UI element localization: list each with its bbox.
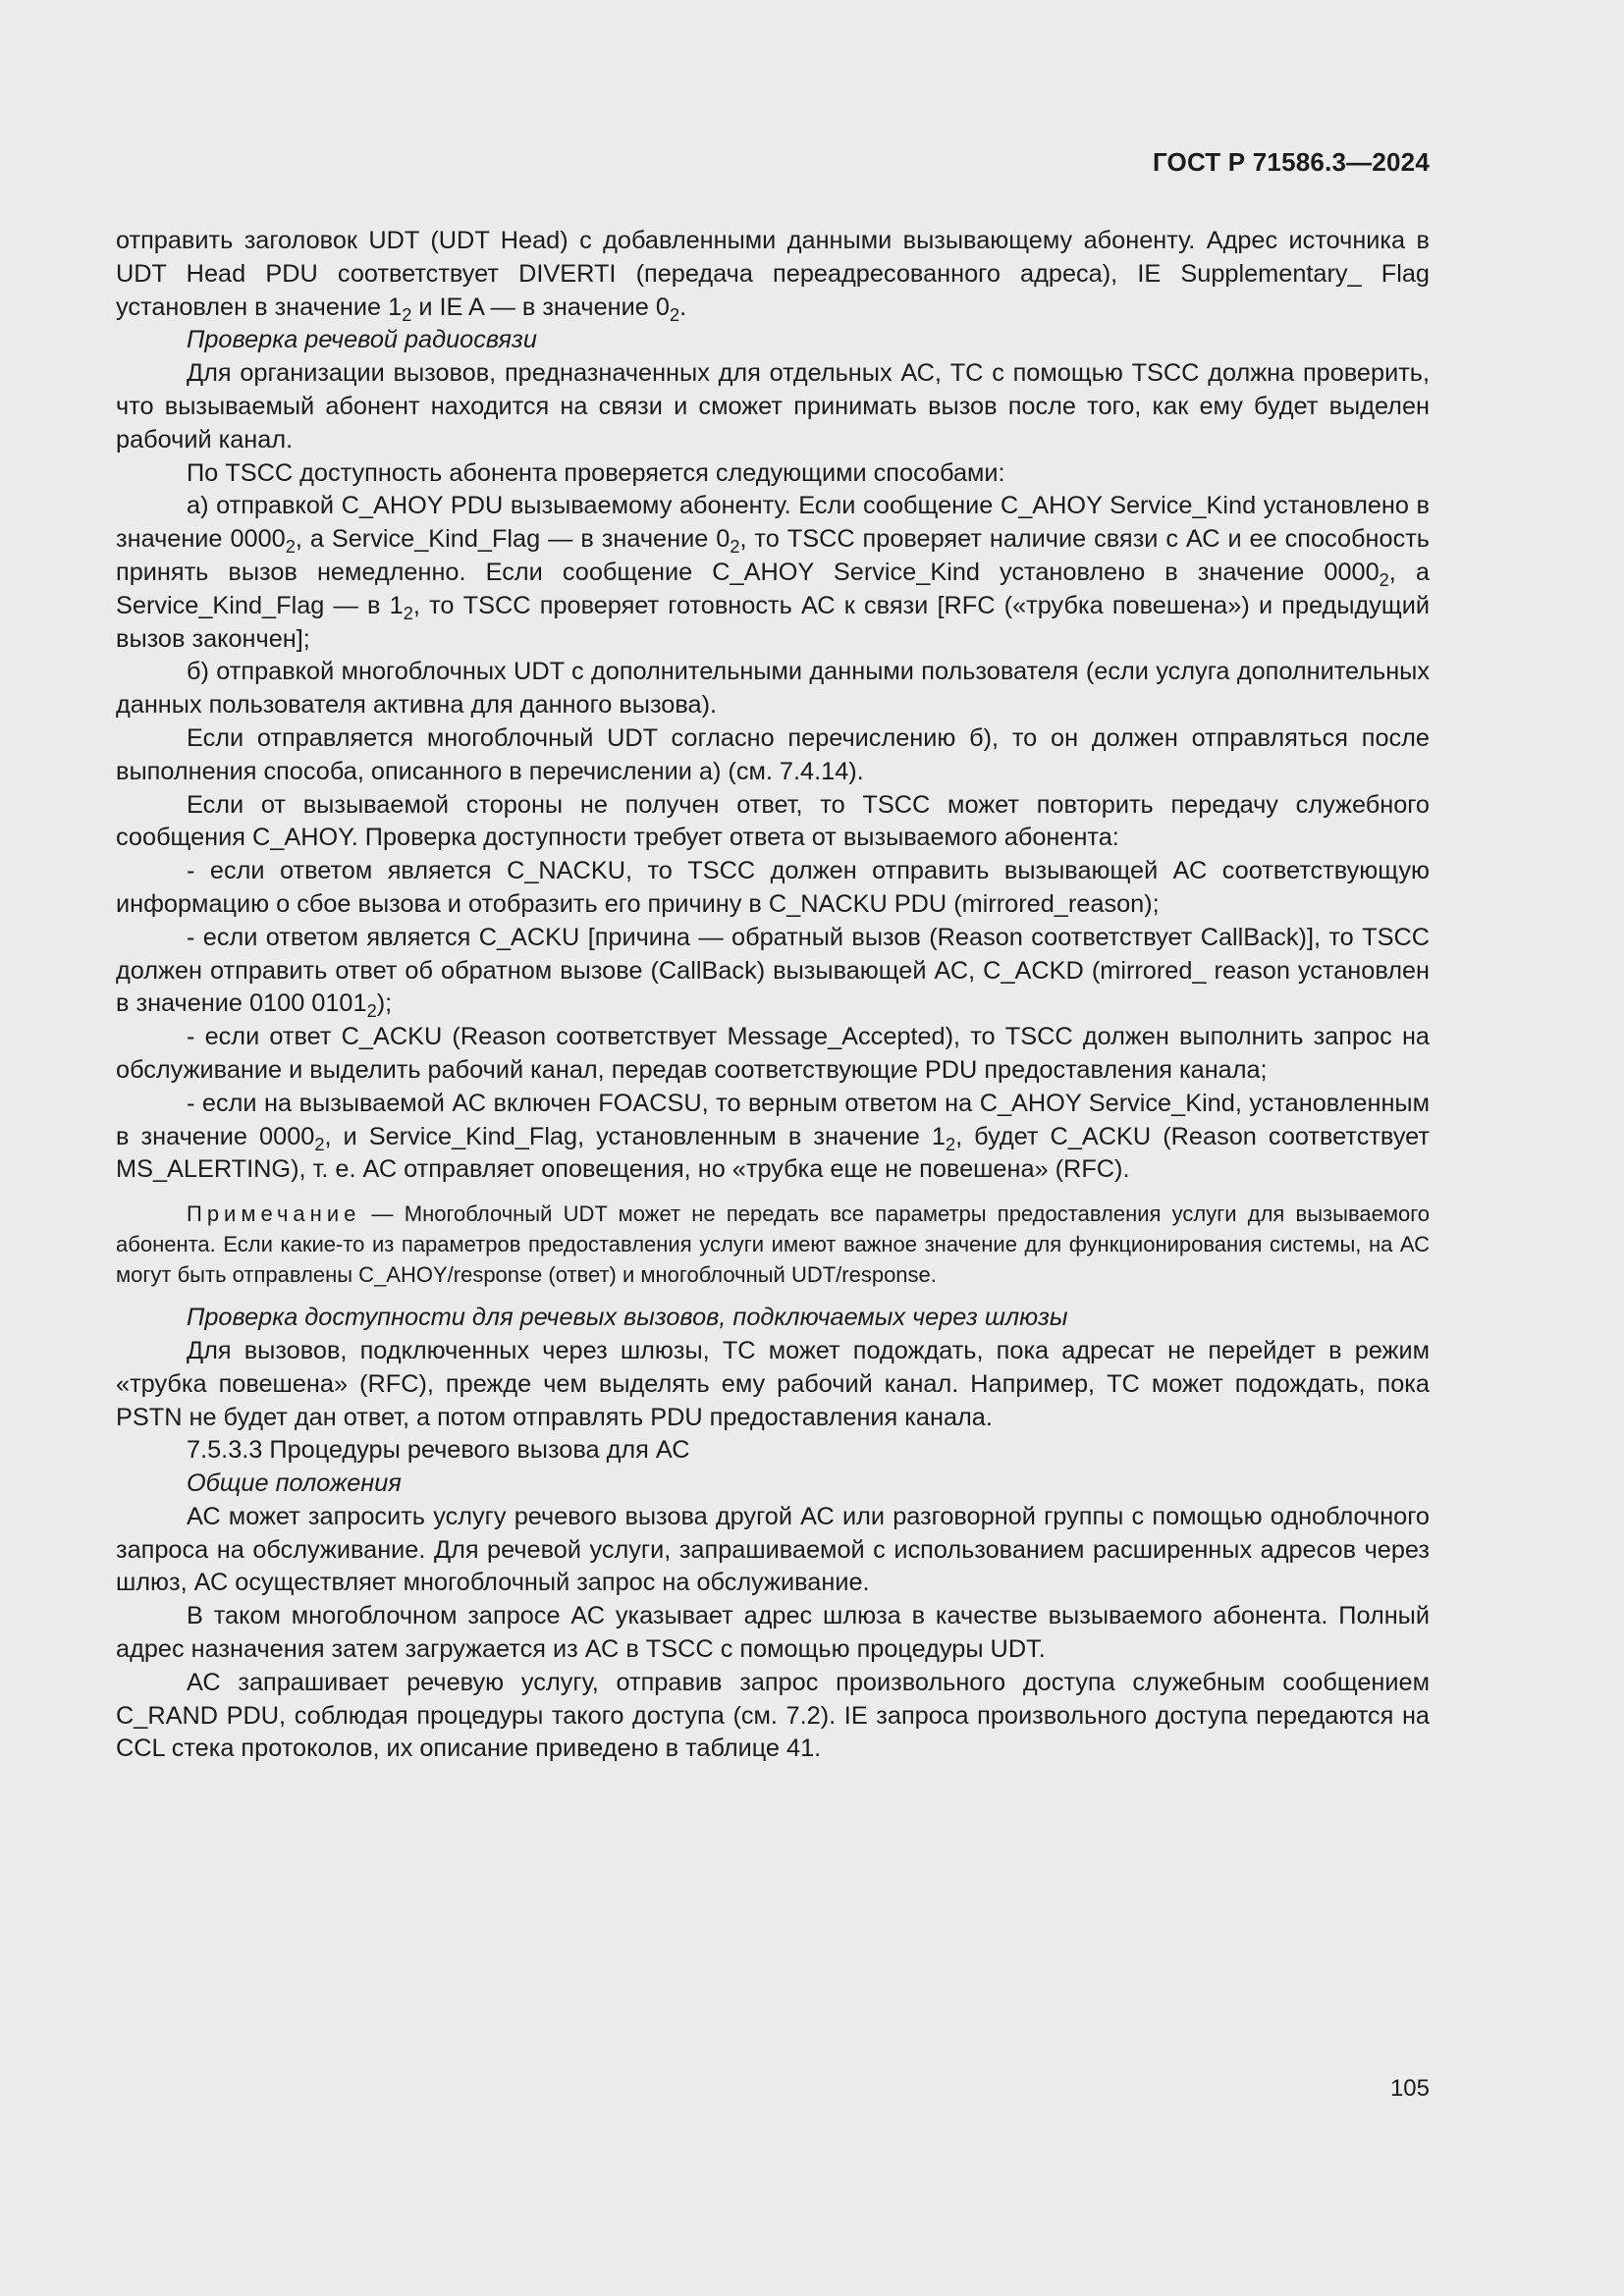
subheading-gateway-check: Проверка доступности для речевых вызовов, подключаемых через шлюзы [187,1304,1068,1332]
list-item-b: б) отправкой многоблочных UDT с дополнительными данными пользователя (если услуга дополнительных данных пользователя активна для данного вызова). [116,658,1430,720]
paragraph: АС запрашивает речевую услугу, отправив запрос произвольного доступа служебным сообщением C_RAND PDU, соблюдая процедуры такого доступа (см. 7.2). IE запроса произвольного доступа передаются на CCL стека протоколов, их описание приведено в таблице 41. [116,1668,1430,1763]
subheading-radio-check: Проверка речевой радиосвязи [187,326,537,354]
paragraph: Для организации вызовов, предназначенных для отдельных АС, ТС с помощью TSCC должна проверить, что вызываемый абонент находится на связи и сможет принимать вызов после того, как ему будет выделен рабочий канал. [116,359,1430,454]
list-item-a: а) отправкой C_AHOY PDU вызываемому абоненту. Если сообщение C_AHOY Service_Kind установлено в значение $0000_2$, а Service_Kind_Flag — в значение $0_2$, то TSCC проверяет наличие связи с АС и ее способность принять вызов немедленно. Если сообщение C_AHOY Service_Kind установлено в значение $0000_2$, а Service_Kind_Flag — в $1_2$, то TSCC проверяет готовность АС к связи [RFC («трубка повешена») и предыдущий вызов закончен]; [116,492,1430,653]
dash-item: - если ответ C_ACKU (Reason соответствует Message_Accepted), то TSCC должен выполнить запрос на обслуживание и выделить рабочий канал, передав соответствующие PDU предоставления канала; [116,1023,1430,1084]
dash-item: - если ответом является C_ACKU [причина — обратный вызов (Reason соответствует CallBack)], то TSCC должен отправить ответ об обратном вызове (CallBack) вызывающей АС, C_ACKD (mirrored_ reason установлен в значение 0100 $0101_2$); [116,923,1430,1022]
dash-item: - если на вызываемой АС включен FOACSU, то верным ответом на C_AHOY Service_Kind, установленным в значение $0000_2$, и Service_Kind_Flag, установленным в значение $1_2$, будет C_ACKU (Reason соответствует MS_ALERTING), т. е. АС отправляет оповещения, но «трубка еще не повешена» (RFC). [116,1089,1430,1184]
section-heading: 7.5.3.3 Процедуры речевого вызова для АС [187,1436,690,1465]
paragraph: Для вызовов, подключенных через шлюзы, ТС может подождать, пока адресат не перейдет в режим «трубка повешена» (RFC), прежде чем выделять ему рабочий канал. Например, ТС может подождать, пока PSTN не будет дан ответ, а потом отправлять PDU предоставления канала. [116,1336,1430,1431]
note-text: — Многоблочный UDT может не передать все параметры предоставления услуги для вызываемого абонента. Если какие-то из параметров предоставления услуги имеют важное значение для функционирования системы, на АС могут быть отправлены C_AHOY/response (ответ) и многоблочный UDT/response. [116,1201,1430,1288]
paragraph: отправить заголовок UDT (UDT Head) с добавленными данными вызывающему абоненту. Адрес источника в UDT Head PDU соответствует DIVERTI (передача переадресованного адреса), IE Supplementary_ Flag установлен в значение $1_2$ и IE A — в значение $0_2$. [116,227,1430,325]
subheading-general: Общие положения [187,1469,402,1498]
page-number: 105 [1389,2075,1430,2102]
paragraph: АС может запросить услугу речевого вызова другой АС или разговорной группы с помощью одноблочного запроса на обслуживание. Для речевой услуги, запрашиваемой с использованием расширенных адресов через шлюз, АС осуществляет многоблочный запрос на обслуживание. [116,1502,1430,1597]
paragraph: По TSCC доступность абонента проверяется следующими способами: [187,458,1005,487]
document-body [116,225,1430,1766]
note-label: Примечание [187,1201,361,1227]
document-number: ГОСТ Р 71586.3—2024 [1152,147,1430,177]
note [116,1199,1430,1290]
paragraph: В таком многоблочном запросе АС указывает адрес шлюза в качестве вызываемого абонента. Полный адрес назначения затем загружается из АС в TSCC с помощью процедуры UDT. [116,1602,1430,1664]
paragraph: Если от вызываемой стороны не получен ответ, то TSCC может повторить передачу служебного сообщения C_AHOY. Проверка доступности требует ответа от вызываемого абонента: [116,790,1430,852]
dash-item: - если ответом является C_NACKU, то TSCC должен отправить вызывающей АС соответствующую информацию о сбое вызова и отобразить его причину в C_NACKU PDU (mirrored_reason); [116,857,1430,918]
paragraph: Если отправляется многоблочный UDT согласно перечислению б), то он должен отправляться после выполнения способа, описанного в перечислении а) (см. 7.4.14). [116,723,1430,785]
